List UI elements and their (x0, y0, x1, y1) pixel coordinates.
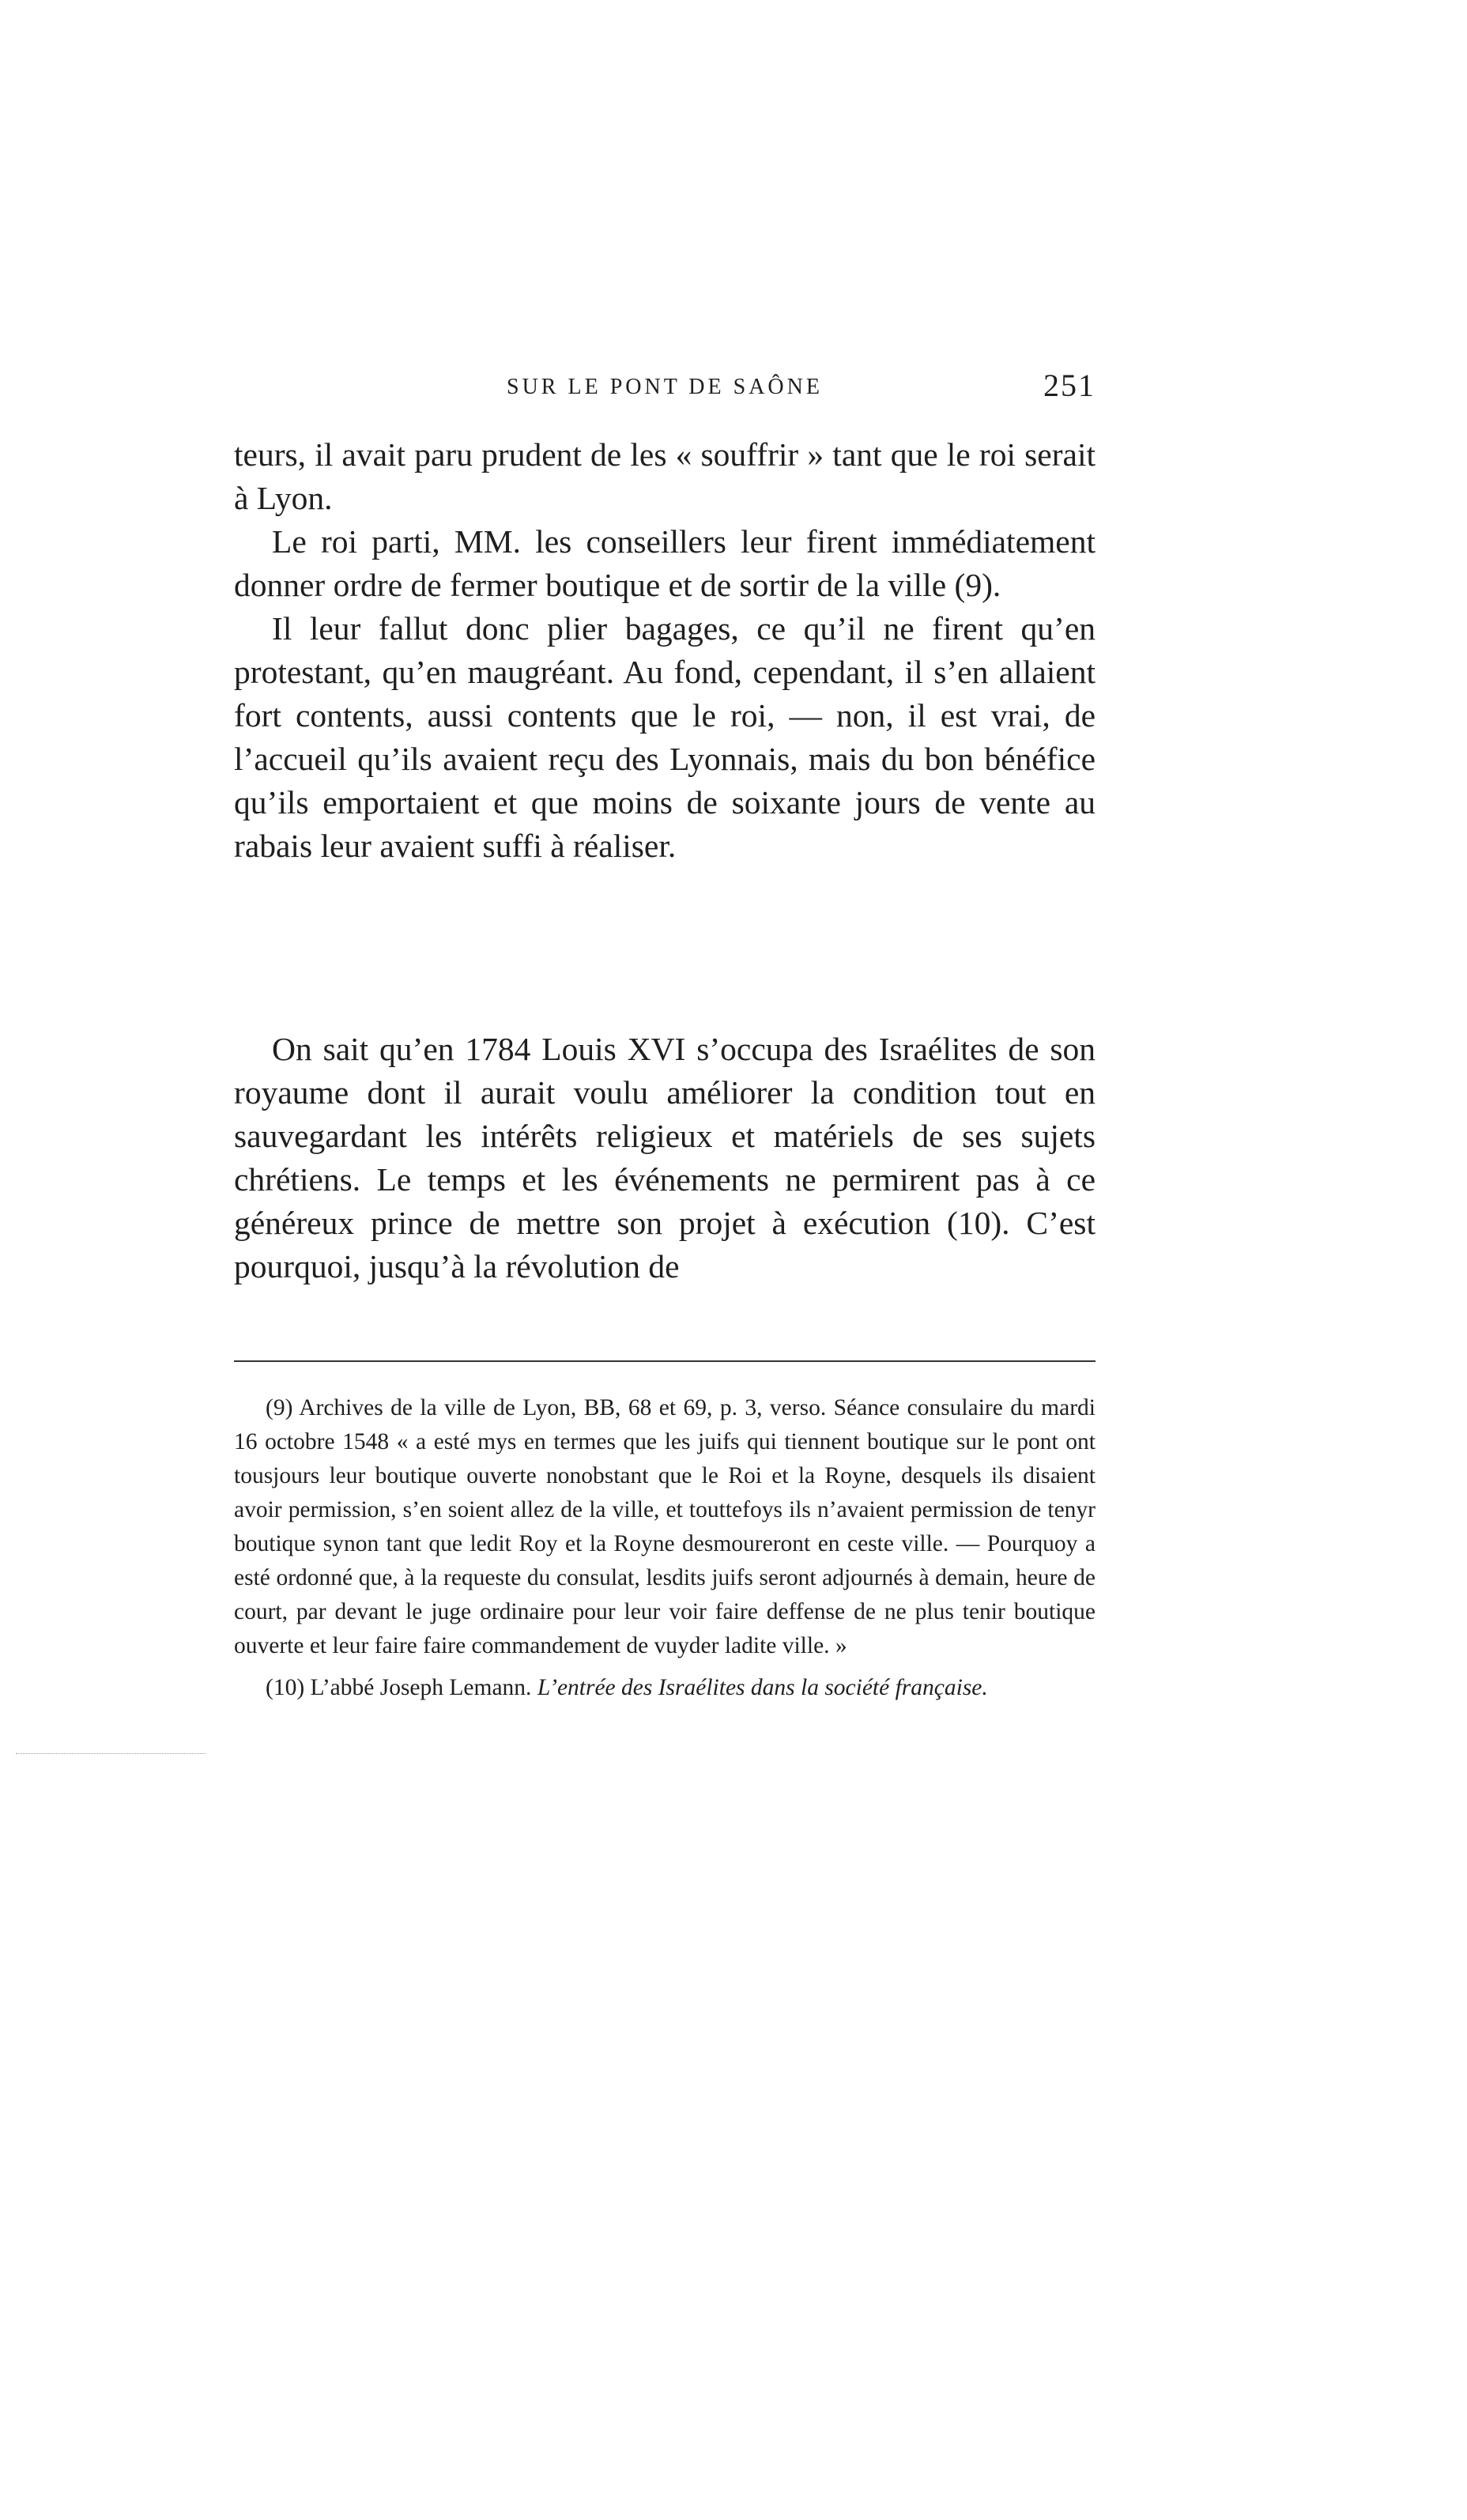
paragraph-continuation: teurs, il avait paru prudent de les « souffrir » tant que le roi serait à Lyon. (234, 436, 1096, 516)
margin-mark (16, 1753, 206, 1754)
body-text-top (234, 433, 1096, 868)
footnote-rule (234, 1360, 1096, 1362)
footnote-9: (9) Archives de la ville de Lyon, BB, 68 et 69, p. 3, verso. Séance consulaire du mardi 16 octobre 1548 « a esté mys en termes que les juifs qui tiennent boutique sur le pont ont tousjours leur boutique ouverte nonobstant que le Roi et la Royne, desquels ils disaient avoir permission, s’en soient allez de la ville, et touttefoys ils n’avaient permission de tenyr boutique synon tant que ledit Roy et la Royne desmoureront en ceste ville. — Pourquoy a esté ordonné que, à la requeste du consulat, lesdits juifs seront adjournés à demain, heure de court, par devant le juge ordinaire pour leur voir faire deffense de ne plus tenir boutique ouverte et leur faire faire commandement de vuyder ladite ville. » (234, 1395, 1096, 1658)
paragraph-packing-up: Il leur fallut donc plier bagages, ce qu’il ne firent qu’en protestant, qu’en maugréant. Au fond, cependant, il s’en allaient fort contents, aussi contents que le roi, — non, il est vrai, de l’accueil qu’ils avaient reçu des Lyonnais, mais du bon bénéfice qu’ils emportaient et que moins de soixante jours de vente au rabais leur avaient suffi à réaliser. (234, 610, 1096, 864)
footnote-10-lead: (10) L’abbé Joseph Lemann. (266, 1675, 532, 1700)
footnote-10-title: L’entrée des Israélites dans la société française. (537, 1675, 988, 1700)
footnote-10 (234, 1671, 1096, 1705)
body-text-section (234, 1028, 1096, 1288)
paragraph-louis-xvi: On sait qu’en 1784 Louis XVI s’occupa des Israélites de son royaume dont il aurait voulu améliorer la condition tout en sauvegardant les intérêts religieux et matériels de ses sujets chrétiens. Le temps et les événements ne permirent pas à ce généreux prince de mettre son projet à exécution (10). C’est pourquoi, jusqu’à la révolution de (234, 1031, 1096, 1285)
paragraph-king-departed: Le roi parti, MM. les conseillers leur firent immédiatement donner ordre de fermer boutique et de sortir de la ville (9). (234, 523, 1096, 603)
running-title: SUR LE PONT DE SAÔNE (507, 375, 823, 399)
page-number: 251 (1043, 368, 1096, 403)
running-head (234, 364, 1096, 411)
footnotes (234, 1391, 1096, 1713)
